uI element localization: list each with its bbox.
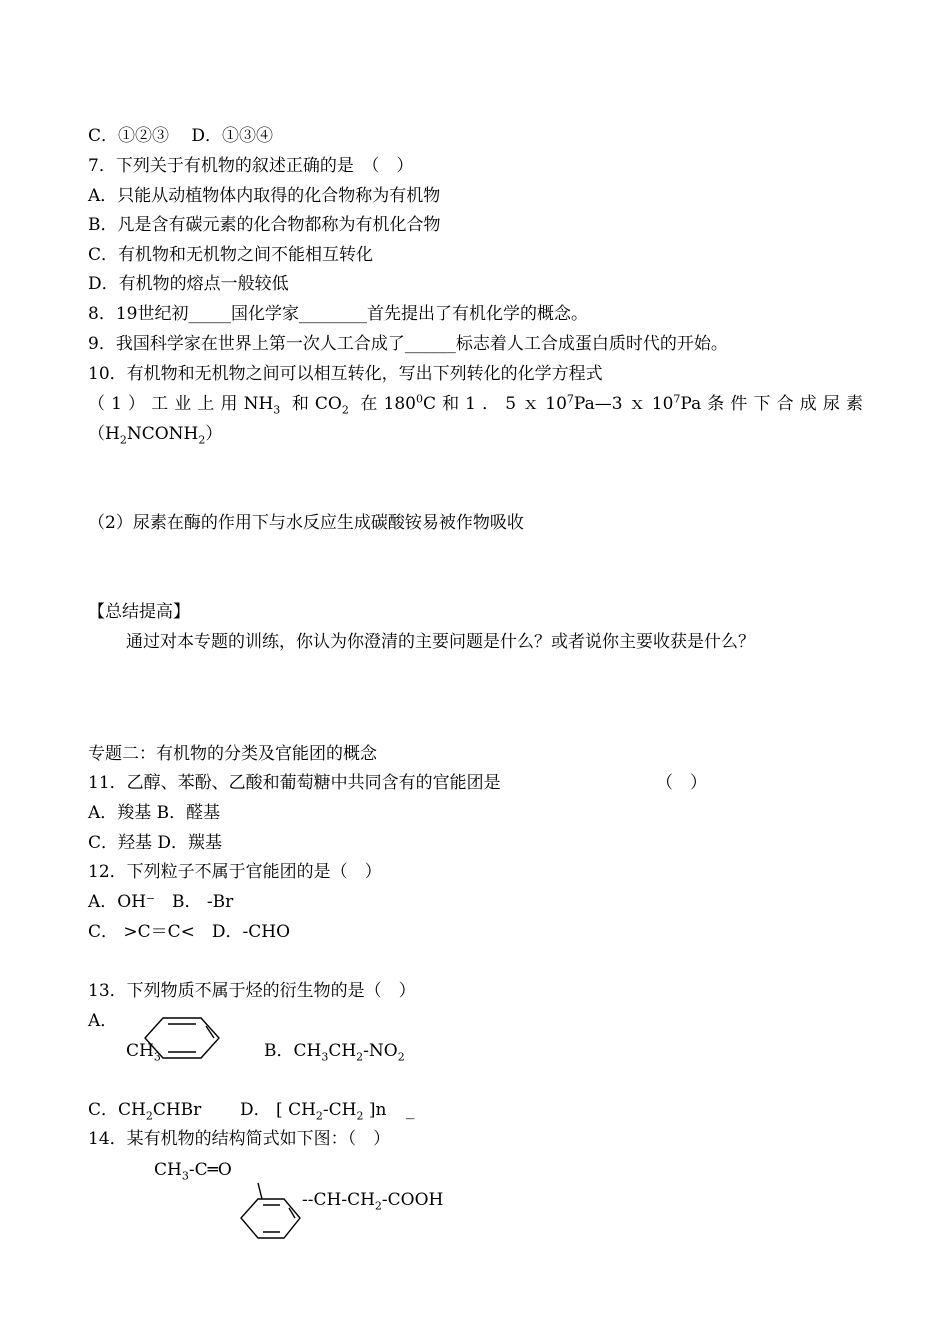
- q11-answer-bracket: （ ）: [656, 773, 707, 793]
- q12-options-ab: A．OH⁻ B． -Br: [88, 892, 234, 912]
- q7-option-a: A．只能从动植物体内取得的化合物称为有机物: [88, 186, 441, 206]
- q13-option-a-ch3: $CH_3$: [126, 1041, 161, 1064]
- benzene-ring-q13: [145, 1018, 219, 1058]
- question-8: 8．19世纪初_____国化学家________首先提出了有机化学的概念。: [88, 304, 588, 324]
- question-13: 13．下列物质不属于烃的衍生物的是（ ）: [88, 981, 416, 1001]
- q11-options-cd: C．羟基 D．羰基: [88, 833, 223, 853]
- q7-option-c: C．有机物和无机物之间不能相互转化: [88, 245, 374, 265]
- q10-part-1-formula: $(H_2NCONH_2)$: [88, 424, 223, 447]
- q14-acetyl-group: $CH_3-C═O$: [154, 1160, 232, 1183]
- q11-options-ab: A．羧基 B．醛基: [88, 803, 221, 823]
- question-9: 9．我国科学家在世界上第一次人工合成了______标志着人工合成蛋白质时代的开始。: [88, 334, 728, 354]
- summary-text: 通过对本专题的训练，你认为你澄清的主要问题是什么？或者说你主要收获是什么？: [126, 632, 755, 652]
- benzene-ring-q14: [241, 1183, 300, 1238]
- question-12: 12．下列粒子不属于官能团的是（ ）: [88, 862, 382, 882]
- line-options-cd: C．①②③ D．①③④: [88, 126, 274, 146]
- q7-option-b: B．凡是含有碳元素的化合物都称为有机化合物: [88, 215, 441, 235]
- q12-options-cd: C． >C＝C< D．-CHO: [88, 922, 291, 942]
- q13-option-b: B．$CH_3CH_2-NO_2$: [264, 1041, 405, 1064]
- q14-side-chain: $--CH-CH_2$-COOH: [302, 1190, 444, 1213]
- q7-option-d: D．有机物的熔点一般较低: [88, 274, 289, 294]
- topic-2-heading: 专题二：有机物的分类及官能团的概念: [88, 744, 377, 764]
- q10-part-1: （1）工业上用$NH_3$ 和$CO_2$ 在$180^0C$和1．$5x10^7Pa—3x10^7Pa$条件下合成尿素: [88, 392, 863, 417]
- question-10: 10．有机物和无机物之间可以相互转化，写出下列转化的化学方程式: [88, 364, 603, 384]
- q13-option-c: C．$CH_2CHBr$: [88, 1100, 202, 1123]
- question-7: 7．下列关于有机物的叙述正确的是 （ ）: [88, 156, 414, 176]
- question-11: 11．乙醇、苯酚、乙酸和葡萄糖中共同含有的官能团是: [88, 773, 501, 793]
- summary-heading: 【总结提高】: [88, 602, 190, 622]
- q13-option-a-label: A．: [88, 1011, 118, 1031]
- q10-part-2: （2）尿素在酶的作用下与水反应生成碳酸铵易被作物吸收: [88, 513, 524, 533]
- q13-option-d: D． [ $CH_2-CH_2$ ]n _: [240, 1100, 415, 1123]
- question-14: 14．某有机物的结构简式如下图：（ ）: [88, 1129, 391, 1149]
